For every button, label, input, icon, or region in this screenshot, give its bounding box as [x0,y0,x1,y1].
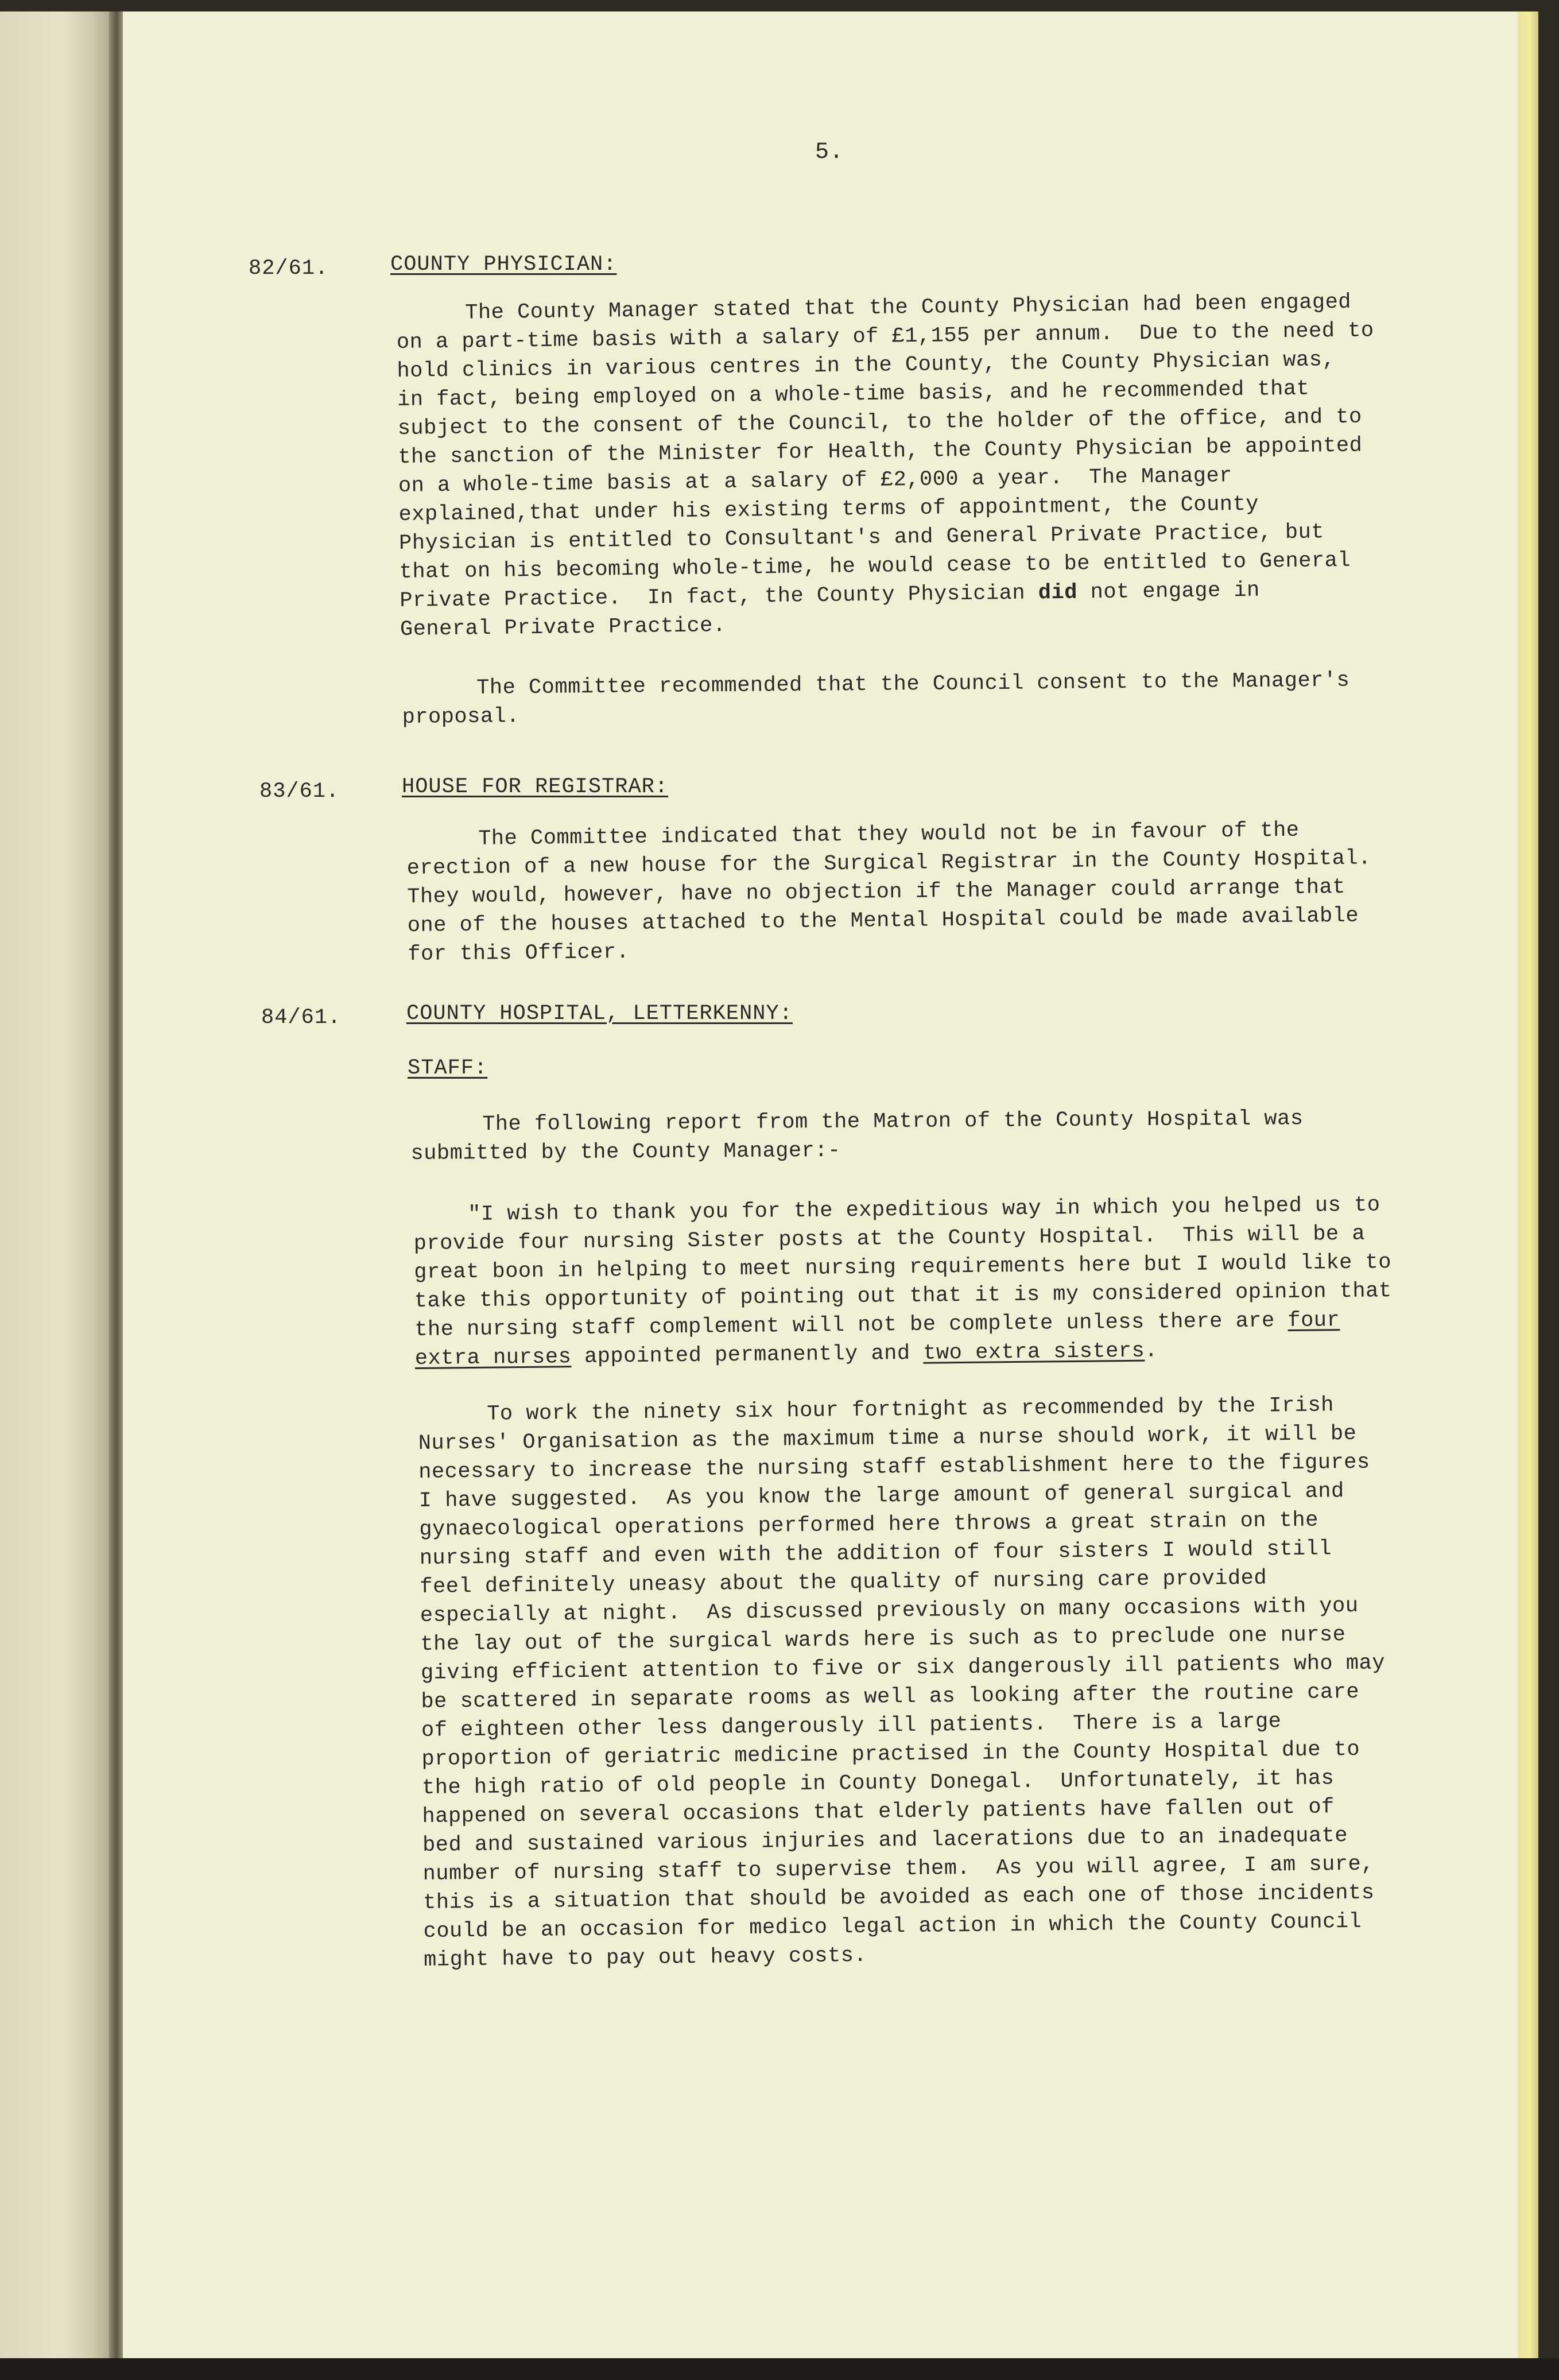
text-fragment: the nursing staff complement will not be complete unless there are [414,1309,1288,1342]
text-line: take this opportunity of pointing out that it is my considered opinion that [414,1279,1392,1313]
heading-county-physician: COUNTY PHYSICIAN: [390,253,617,277]
text-line: might have to pay out heavy costs. [423,1943,867,1972]
text-line: on a part-time basis with a salary of £1,155 per annum. Due to the need to [396,319,1374,355]
text-line: number of nursing staff to supervise them. As you will agree, I am sure, [422,1852,1375,1886]
page-number: 5. [815,139,844,165]
text-line: gynaecological operations performed here throws a great strain on the [419,1508,1319,1542]
text-line: proportion of geriatric medicine practised in the County Hospital due to [421,1737,1360,1772]
subheading-staff: STAFF: [408,1056,488,1080]
text-line: great boon in helping to meet nursing requirements here but I would like to [414,1250,1392,1285]
binding-gutter [109,0,124,2380]
item-number-82-61: 82/61. [249,257,329,281]
text-line: proposal. [402,704,520,730]
text-line: The following report from the Matron of the County Hospital was [482,1107,1304,1137]
text-fragment: Private Practice. In fact, the County Physician [400,581,1039,613]
paragraph-county-physician [396,288,1378,644]
item-number-83-61: 83/61. [259,780,340,804]
page-edge [1518,0,1538,2380]
book-binding [0,0,115,2380]
item-number-84-61: 84/61. [261,1006,342,1030]
text-line: I have suggested. As you know the large amount of general surgical and [418,1479,1344,1513]
underlined-text: two extra sisters [923,1339,1145,1366]
heading-house-for-registrar: HOUSE FOR REGISTRAR: [402,775,669,799]
text-line: Physician is entitled to Consultant's and General Private Practice, but [398,520,1325,556]
text-line: explained,that under his existing terms of appointment, the County [398,492,1259,527]
underlined-text: extra nurses [414,1345,572,1371]
text-line: hold clinics in various centres in the County, the County Physician was, [397,348,1336,383]
text-line: feel definitely uneasy about the quality of nursing care provided [420,1566,1267,1599]
text-line: of eighteen other less dangerously ill patients. There is a large [421,1710,1282,1743]
text-line: provide four nursing Sister posts at the County Hospital. This will be a [413,1222,1366,1256]
text-line: Nurses' Organisation as the maximum time a nurse should work, it will be [418,1421,1357,1456]
paragraph-committee-recommendation [402,666,1350,732]
paragraph-house-for-registrar [406,815,1372,969]
bold-word: did [1038,580,1078,606]
text-line: on a whole-time basis at a salary of £2,000 a year. The Manager [398,464,1233,498]
text-fragment: . [1145,1339,1158,1363]
text-line: To work the ninety six hour fortnight as recommended by the Irish [487,1393,1335,1427]
text-line: The Committee recommended that the Council consent to the Manager's [476,668,1350,700]
text-line: this is a situation that should be avoided as each one of those incidents [422,1881,1375,1915]
heading-county-hospital-letterkenny: COUNTY HOSPITAL, LETTERKENNY: [406,1002,793,1026]
text-line: bed and sustained various injuries and lacerations due to an inadequate [422,1824,1348,1858]
text-line: The County Manager stated that the County Physician had been engaged [465,290,1352,325]
paragraph-matron-letter-opening [413,1191,1393,1373]
text-line: the sanction of the Minister for Health, the County Physician be appointed [398,433,1363,470]
text-line: "I wish to thank you for the expeditious way in which you helped us to [468,1193,1380,1227]
scan-bottom-border [0,2358,1559,2380]
paragraph-matron-report-intro [410,1104,1304,1168]
paragraph-nursing-staff-establishment [418,1390,1388,1975]
text-line: could be an occasion for medico legal action in which the County Council [423,1909,1362,1944]
underlined-text: four [1287,1308,1340,1334]
text-line: the high ratio of old people in County Donegal. Unfortunately, it has [421,1766,1335,1800]
text-line: necessary to increase the nursing staff establishment here to the figures [418,1450,1370,1484]
text-line: erection of a new house for the Surgical Registrar in the County Hospital. [406,846,1371,881]
text-line: that on his becoming whole-time, he would cease to be entitled to General [399,548,1351,584]
text-line: They would, however, have no objection if the Manager could arrange that [407,875,1346,909]
text-fragment: appointed permanently and [571,1341,924,1370]
text-line: the lay out of the surgical wards here is such as to preclude one nurse [420,1623,1346,1657]
text-line: The Committee indicated that they would not be in favour of the [478,818,1300,851]
text-line: giving efficient attention to five or six dangerously ill patients who may [420,1651,1386,1685]
text-line: General Private Practice. [400,614,726,642]
text-line: nursing staff and even with the addition of four sisters I would still [419,1537,1332,1571]
text-line: for this Officer. [408,940,630,967]
text-line: submitted by the County Manager:- [410,1138,841,1166]
text-line: happened on several occasions that elderly patients have fallen out of [422,1795,1335,1829]
scan-top-border [0,0,1559,11]
text-fragment: not engage in [1077,578,1261,605]
text-line: subject to the consent of the Council, to the holder of the office, and to [397,405,1362,441]
text-line: one of the houses attached to the Mental Hospital could be made available [407,904,1359,938]
text-line: especially at night. As discussed previously on many occasions with you [420,1594,1359,1628]
text-line: in fact, being employed on a whole-time basis, and he recommended that [397,377,1310,412]
text-line: be scattered in separate rooms as well as looking after the routine care [421,1680,1360,1714]
